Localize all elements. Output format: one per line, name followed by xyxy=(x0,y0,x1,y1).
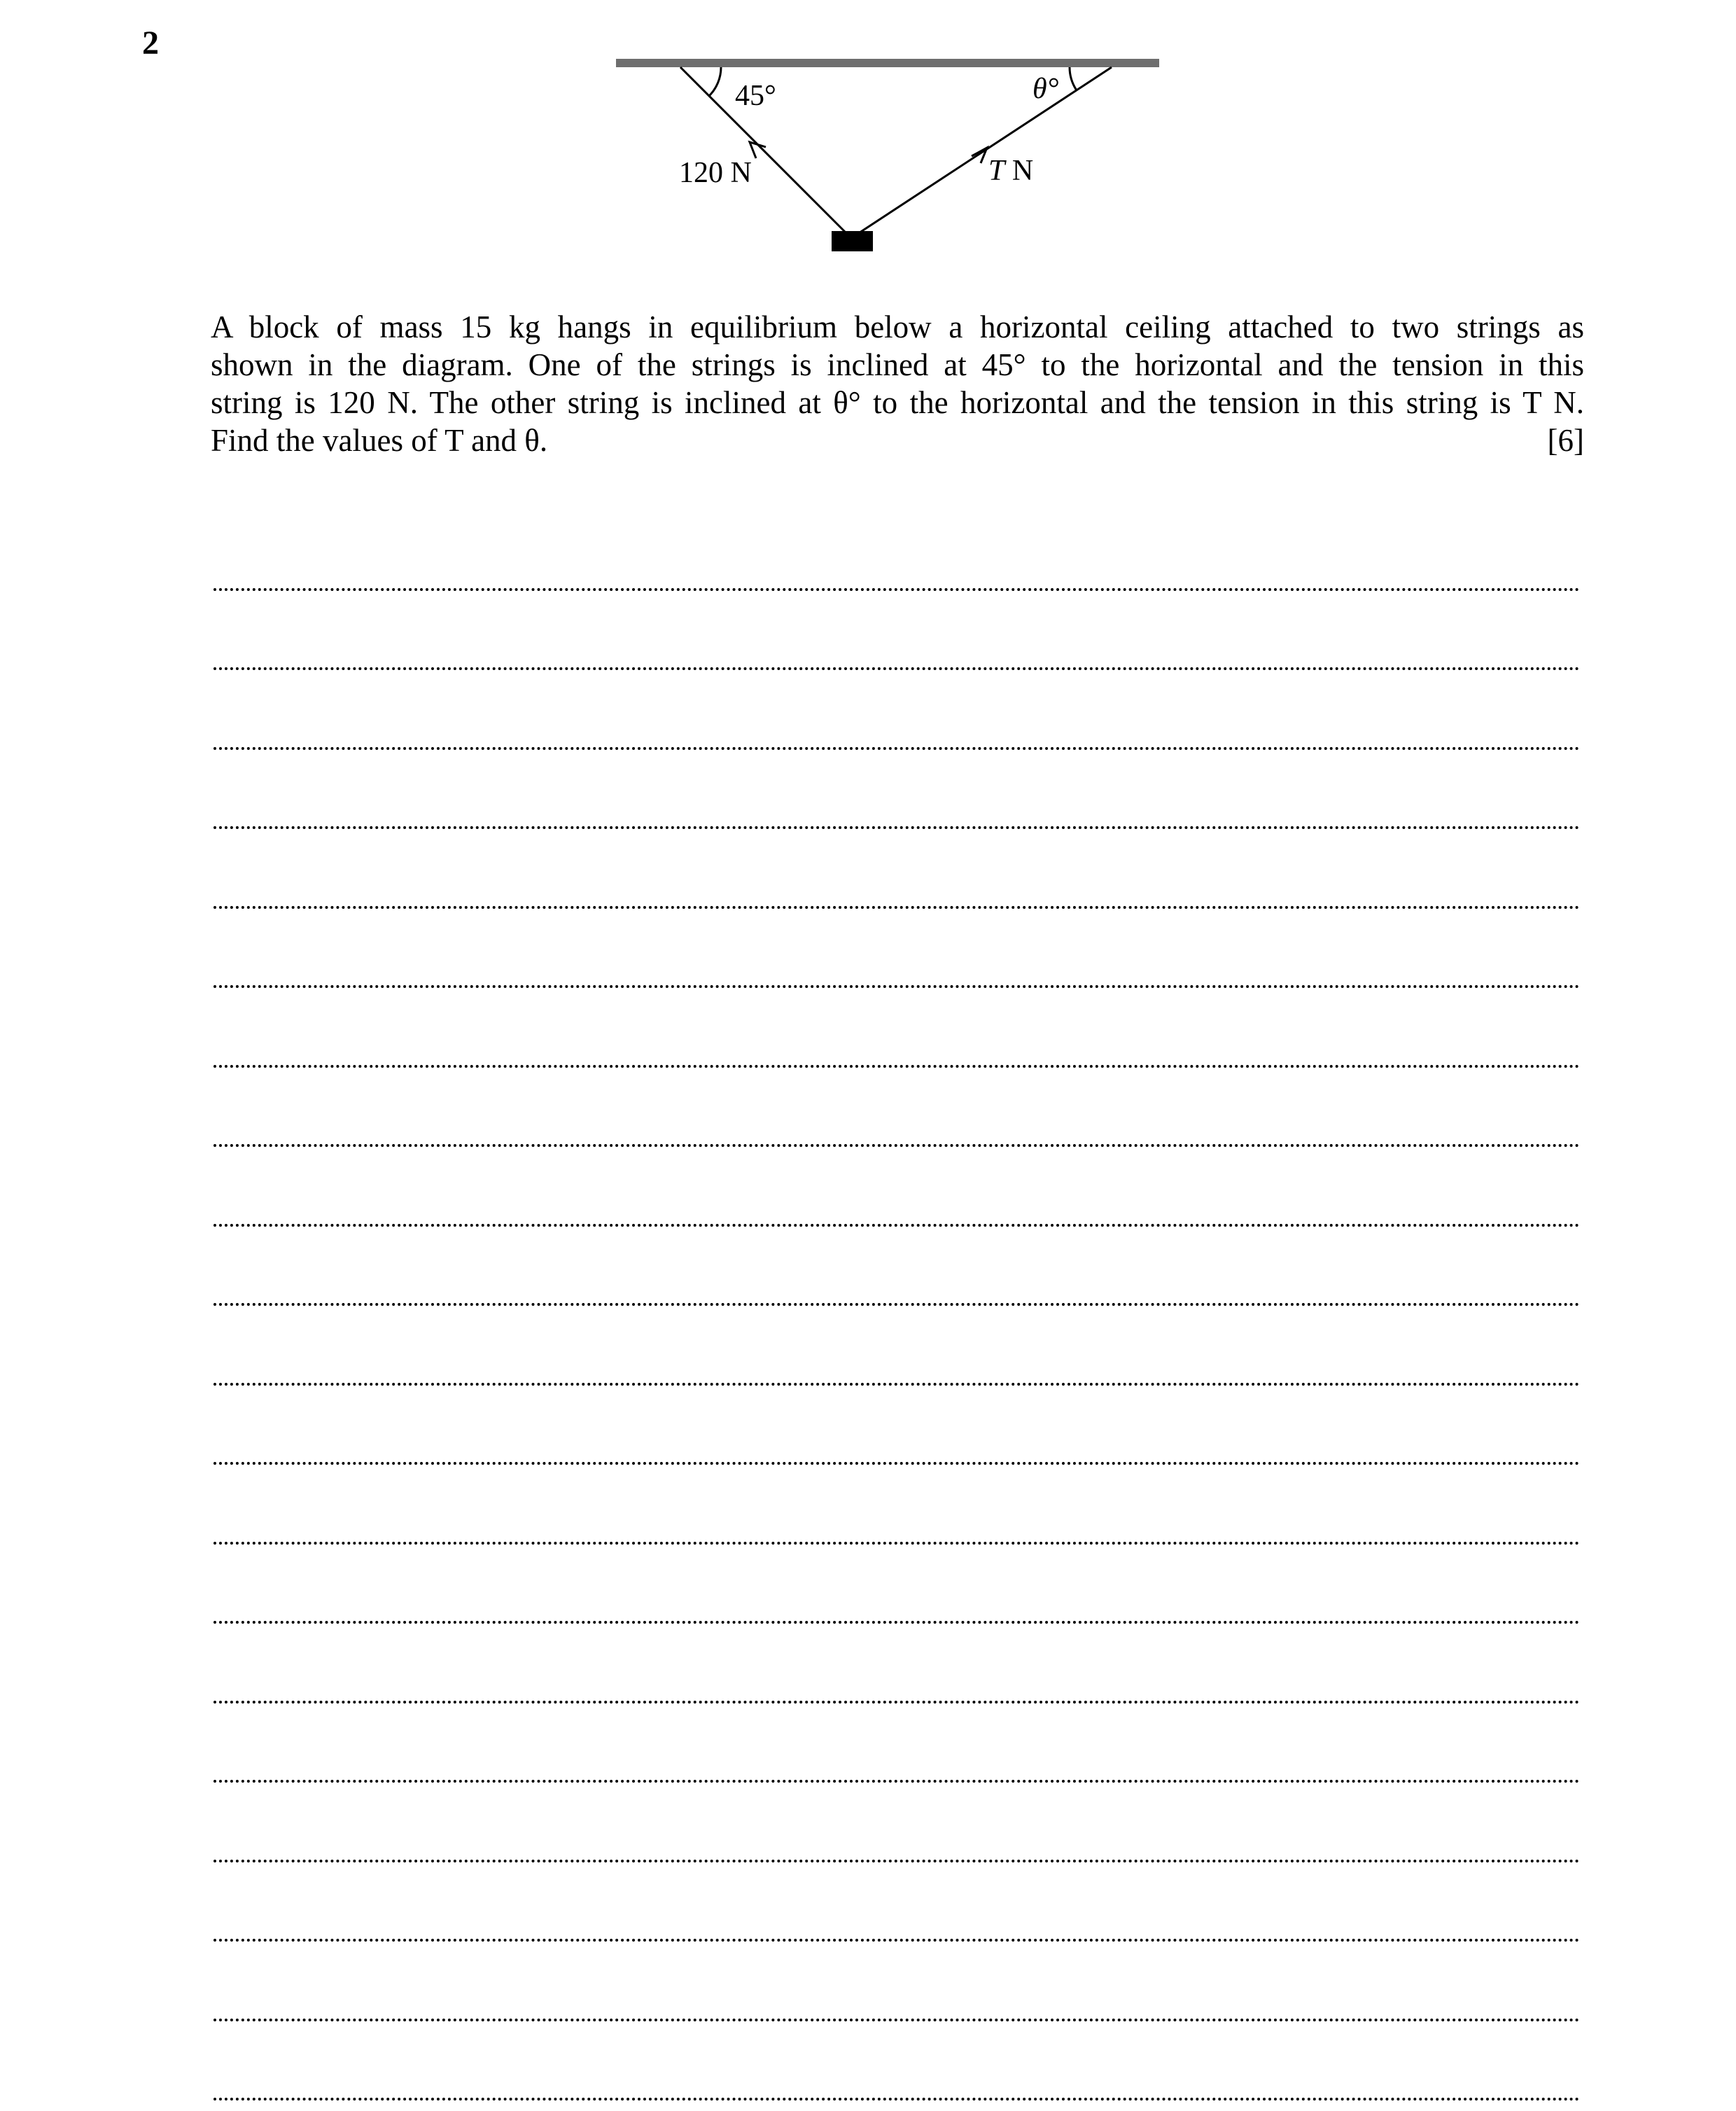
question-line: string is 120 N. The other string is inclined at θ° to the horizontal and the tension in this string is T N. xyxy=(211,385,1584,420)
string-right xyxy=(851,67,1112,238)
force-right-label: T N xyxy=(988,155,1034,187)
question-line: Find the values of T and θ. xyxy=(211,423,548,458)
answer-line[interactable] xyxy=(214,1227,1580,1307)
answer-line[interactable] xyxy=(214,670,1580,750)
question-line-final xyxy=(211,421,1584,459)
answer-line[interactable] xyxy=(214,829,1580,909)
force-diagram xyxy=(616,42,1176,266)
answer-line[interactable] xyxy=(214,750,1580,830)
page-number: 2 xyxy=(142,25,159,62)
answer-line[interactable] xyxy=(214,1306,1580,1386)
answer-line[interactable] xyxy=(214,1704,1580,1783)
answer-line[interactable] xyxy=(214,1465,1580,1545)
block xyxy=(832,231,873,251)
answer-line[interactable] xyxy=(214,1942,1580,2021)
marks-label: [6] xyxy=(1547,423,1584,458)
answer-line[interactable] xyxy=(214,1862,1580,1942)
answer-line[interactable] xyxy=(214,1624,1580,1704)
arrow-right-icon xyxy=(972,148,987,163)
answer-line[interactable] xyxy=(214,591,1580,671)
angle-right-label: θ° xyxy=(1032,73,1059,105)
answer-line[interactable] xyxy=(214,988,1580,1068)
answer-lines[interactable] xyxy=(214,511,1580,2100)
question-line: shown in the diagram. One of the strings is inclined at 45° to the horizontal and the tension in this xyxy=(211,347,1584,382)
arc-left xyxy=(709,67,721,96)
answer-line[interactable] xyxy=(214,1386,1580,1465)
angle-left-label: 45° xyxy=(735,80,776,112)
answer-line[interactable] xyxy=(214,1147,1580,1227)
answer-line[interactable] xyxy=(214,511,1580,591)
force-left-label: 120 N xyxy=(679,157,752,189)
question-line: A block of mass 15 kg hangs in equilibrium below a horizontal ceiling attached to two strings as xyxy=(211,309,1584,344)
answer-line[interactable] xyxy=(214,2021,1580,2101)
answer-line[interactable] xyxy=(214,1783,1580,1862)
answer-line[interactable] xyxy=(214,1068,1580,1148)
answer-line[interactable] xyxy=(214,1545,1580,1624)
answer-line[interactable] xyxy=(214,909,1580,989)
arc-right xyxy=(1070,67,1077,90)
question-text xyxy=(211,308,1584,459)
